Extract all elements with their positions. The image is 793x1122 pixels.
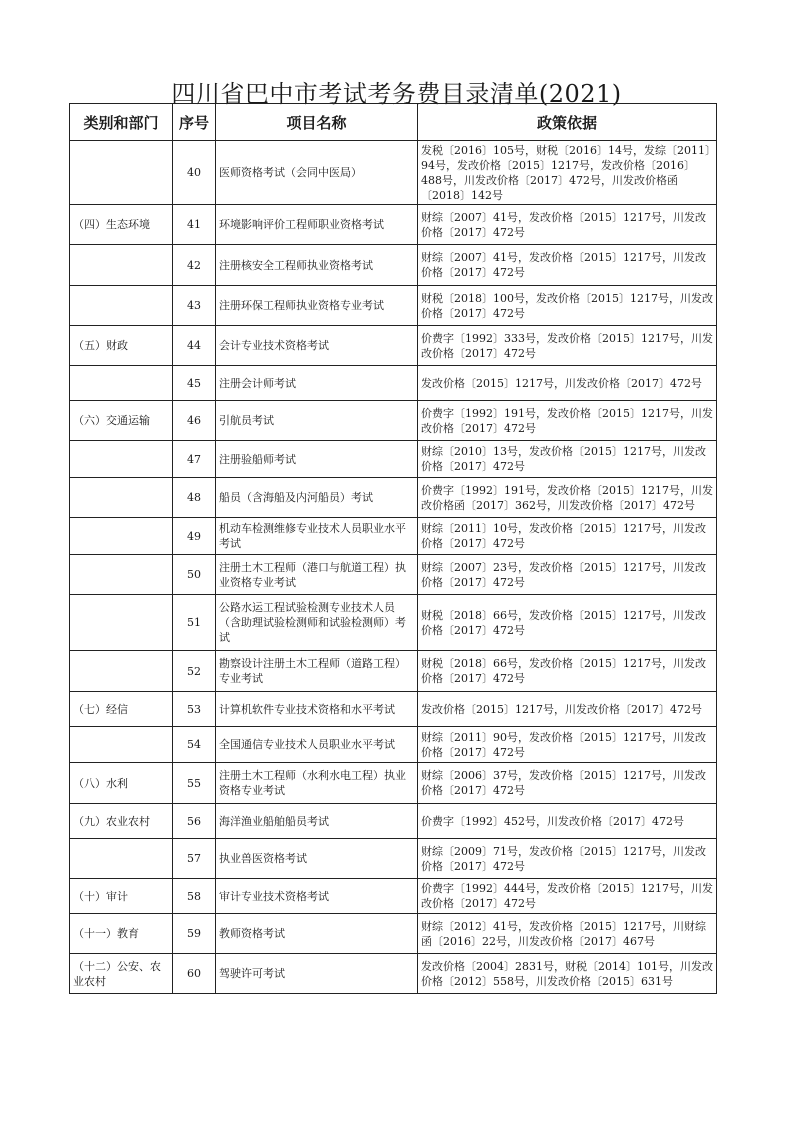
category-cell: [70, 518, 173, 555]
table-row: [70, 692, 717, 727]
sequence-cell: 43: [173, 286, 216, 326]
category-cell: [70, 727, 173, 763]
table-row: [70, 286, 717, 326]
sequence-cell: 40: [173, 141, 216, 205]
item-name-cell: 船员（含海船及内河船员）考试: [216, 478, 418, 518]
item-name-cell: 注册土木工程师（水利水电工程）执业资格专业考试: [216, 763, 418, 804]
fee-table: [69, 103, 717, 994]
sequence-cell: 42: [173, 245, 216, 286]
table-header-row: [70, 104, 717, 141]
category-cell: （八）水利: [70, 763, 173, 804]
sequence-cell: 47: [173, 441, 216, 478]
sequence-cell: 48: [173, 478, 216, 518]
table-row: [70, 727, 717, 763]
table-row: [70, 804, 717, 839]
item-name-cell: 公路水运工程试验检测专业技术人员（含助理试验检测师和试验检测师）考试: [216, 595, 418, 651]
category-cell: [70, 141, 173, 205]
policy-basis-cell: 财综〔2007〕41号，发改价格〔2015〕1217号，川发改价格〔2017〕472号: [418, 205, 717, 245]
policy-basis-cell: 价费字〔1992〕452号，川发改价格〔2017〕472号: [418, 804, 717, 839]
policy-basis-cell: 财综〔2010〕13号，发改价格〔2015〕1217号，川发改价格〔2017〕472号: [418, 441, 717, 478]
sequence-cell: 45: [173, 366, 216, 401]
table-row: [70, 441, 717, 478]
table-row: [70, 326, 717, 366]
table-row: [70, 954, 717, 994]
sequence-cell: 54: [173, 727, 216, 763]
policy-basis-cell: 价费字〔1992〕191号，发改价格〔2015〕1217号，川发改价格〔2017〕472号: [418, 401, 717, 441]
category-cell: [70, 478, 173, 518]
item-name-cell: 医师资格考试（会同中医局）: [216, 141, 418, 205]
item-name-cell: 驾驶许可考试: [216, 954, 418, 994]
table-row: [70, 366, 717, 401]
header-item-name: 项目名称: [216, 104, 418, 141]
table-row: [70, 595, 717, 651]
category-cell: [70, 839, 173, 879]
item-name-cell: 注册核安全工程师执业资格考试: [216, 245, 418, 286]
policy-basis-cell: 财税〔2018〕66号，发改价格〔2015〕1217号，川发改价格〔2017〕472号: [418, 651, 717, 692]
table-row: [70, 879, 717, 914]
table-row: [70, 478, 717, 518]
sequence-cell: 46: [173, 401, 216, 441]
item-name-cell: 教师资格考试: [216, 914, 418, 954]
sequence-cell: 56: [173, 804, 216, 839]
item-name-cell: 审计专业技术资格考试: [216, 879, 418, 914]
sequence-cell: 59: [173, 914, 216, 954]
policy-basis-cell: 财税〔2018〕100号，发改价格〔2015〕1217号，川发改价格〔2017〕472号: [418, 286, 717, 326]
category-cell: （九）农业农村: [70, 804, 173, 839]
sequence-cell: 51: [173, 595, 216, 651]
policy-basis-cell: 财综〔2007〕23号，发改价格〔2015〕1217号，川发改价格〔2017〕472号: [418, 555, 717, 595]
policy-basis-cell: 发改价格〔2015〕1217号，川发改价格〔2017〕472号: [418, 692, 717, 727]
table-row: [70, 518, 717, 555]
category-cell: [70, 651, 173, 692]
category-cell: [70, 245, 173, 286]
policy-basis-cell: 价费字〔1992〕333号，发改价格〔2015〕1217号，川发改价格〔2017〕472号: [418, 326, 717, 366]
sequence-cell: 44: [173, 326, 216, 366]
category-cell: （十一）教育: [70, 914, 173, 954]
sequence-cell: 52: [173, 651, 216, 692]
policy-basis-cell: 发改价格〔2004〕2831号，财税〔2014〕101号，川发改价格〔2012〕558号，川发改价格〔2015〕631号: [418, 954, 717, 994]
table-row: [70, 763, 717, 804]
policy-basis-cell: 发税〔2016〕105号，财税〔2016〕14号，发综〔2011〕94号，发改价格〔2015〕1217号，发改价格〔2016〕488号，川发改价格〔2017〕472号，川发改价格函〔2018〕142号: [418, 141, 717, 205]
table-row: [70, 914, 717, 954]
table-row: [70, 245, 717, 286]
sequence-cell: 53: [173, 692, 216, 727]
item-name-cell: 注册验船师考试: [216, 441, 418, 478]
category-cell: （四）生态环境: [70, 205, 173, 245]
table-row: [70, 401, 717, 441]
category-cell: [70, 441, 173, 478]
item-name-cell: 会计专业技术资格考试: [216, 326, 418, 366]
policy-basis-cell: 价费字〔1992〕444号，发改价格〔2015〕1217号，川发改价格〔2017〕472号: [418, 879, 717, 914]
category-cell: [70, 286, 173, 326]
category-cell: （五）财政: [70, 326, 173, 366]
item-name-cell: 机动车检测维修专业技术人员职业水平考试: [216, 518, 418, 555]
category-cell: [70, 555, 173, 595]
table-row: [70, 651, 717, 692]
sequence-cell: 57: [173, 839, 216, 879]
category-cell: （六）交通运输: [70, 401, 173, 441]
item-name-cell: 海洋渔业船舶船员考试: [216, 804, 418, 839]
item-name-cell: 引航员考试: [216, 401, 418, 441]
sequence-cell: 58: [173, 879, 216, 914]
table-row: [70, 141, 717, 205]
table-row: [70, 205, 717, 245]
item-name-cell: 计算机软件专业技术资格和水平考试: [216, 692, 418, 727]
page-title: 四川省巴中市考试考务费目录清单(2021): [171, 80, 622, 108]
sequence-cell: 60: [173, 954, 216, 994]
item-name-cell: 注册土木工程师（港口与航道工程）执业资格专业考试: [216, 555, 418, 595]
table-row: [70, 555, 717, 595]
policy-basis-cell: 财综〔2011〕10号，发改价格〔2015〕1217号，川发改价格〔2017〕472号: [418, 518, 717, 555]
policy-basis-cell: 财综〔2012〕41号，发改价格〔2015〕1217号，川财综函〔2016〕22号，川发改价格〔2017〕467号: [418, 914, 717, 954]
policy-basis-cell: 财税〔2018〕66号，发改价格〔2015〕1217号，川发改价格〔2017〕472号: [418, 595, 717, 651]
policy-basis-cell: 价费字〔1992〕191号，发改价格〔2015〕1217号，川发改价格函〔2017〕362号，川发改价格〔2017〕472号: [418, 478, 717, 518]
category-cell: （七）经信: [70, 692, 173, 727]
policy-basis-cell: 财综〔2011〕90号，发改价格〔2015〕1217号，川发改价格〔2017〕472号: [418, 727, 717, 763]
category-cell: （十二）公安、农业农村: [70, 954, 173, 994]
sequence-cell: 50: [173, 555, 216, 595]
policy-basis-cell: 发改价格〔2015〕1217号，川发改价格〔2017〕472号: [418, 366, 717, 401]
policy-basis-cell: 财综〔2006〕37号，发改价格〔2015〕1217号，川发改价格〔2017〕472号: [418, 763, 717, 804]
header-category: 类别和部门: [70, 104, 173, 141]
sequence-cell: 55: [173, 763, 216, 804]
sequence-cell: 49: [173, 518, 216, 555]
table-row: [70, 839, 717, 879]
header-policy-basis: 政策依据: [418, 104, 717, 141]
category-cell: [70, 595, 173, 651]
category-cell: [70, 366, 173, 401]
header-sequence: 序号: [173, 104, 216, 141]
category-cell: （十）审计: [70, 879, 173, 914]
item-name-cell: 注册环保工程师执业资格专业考试: [216, 286, 418, 326]
item-name-cell: 勘察设计注册土木工程师（道路工程）专业考试: [216, 651, 418, 692]
item-name-cell: 执业兽医资格考试: [216, 839, 418, 879]
item-name-cell: 注册会计师考试: [216, 366, 418, 401]
sequence-cell: 41: [173, 205, 216, 245]
item-name-cell: 全国通信专业技术人员职业水平考试: [216, 727, 418, 763]
policy-basis-cell: 财综〔2009〕71号，发改价格〔2015〕1217号，川发改价格〔2017〕472号: [418, 839, 717, 879]
item-name-cell: 环境影响评价工程师职业资格考试: [216, 205, 418, 245]
policy-basis-cell: 财综〔2007〕41号，发改价格〔2015〕1217号，川发改价格〔2017〕472号: [418, 245, 717, 286]
